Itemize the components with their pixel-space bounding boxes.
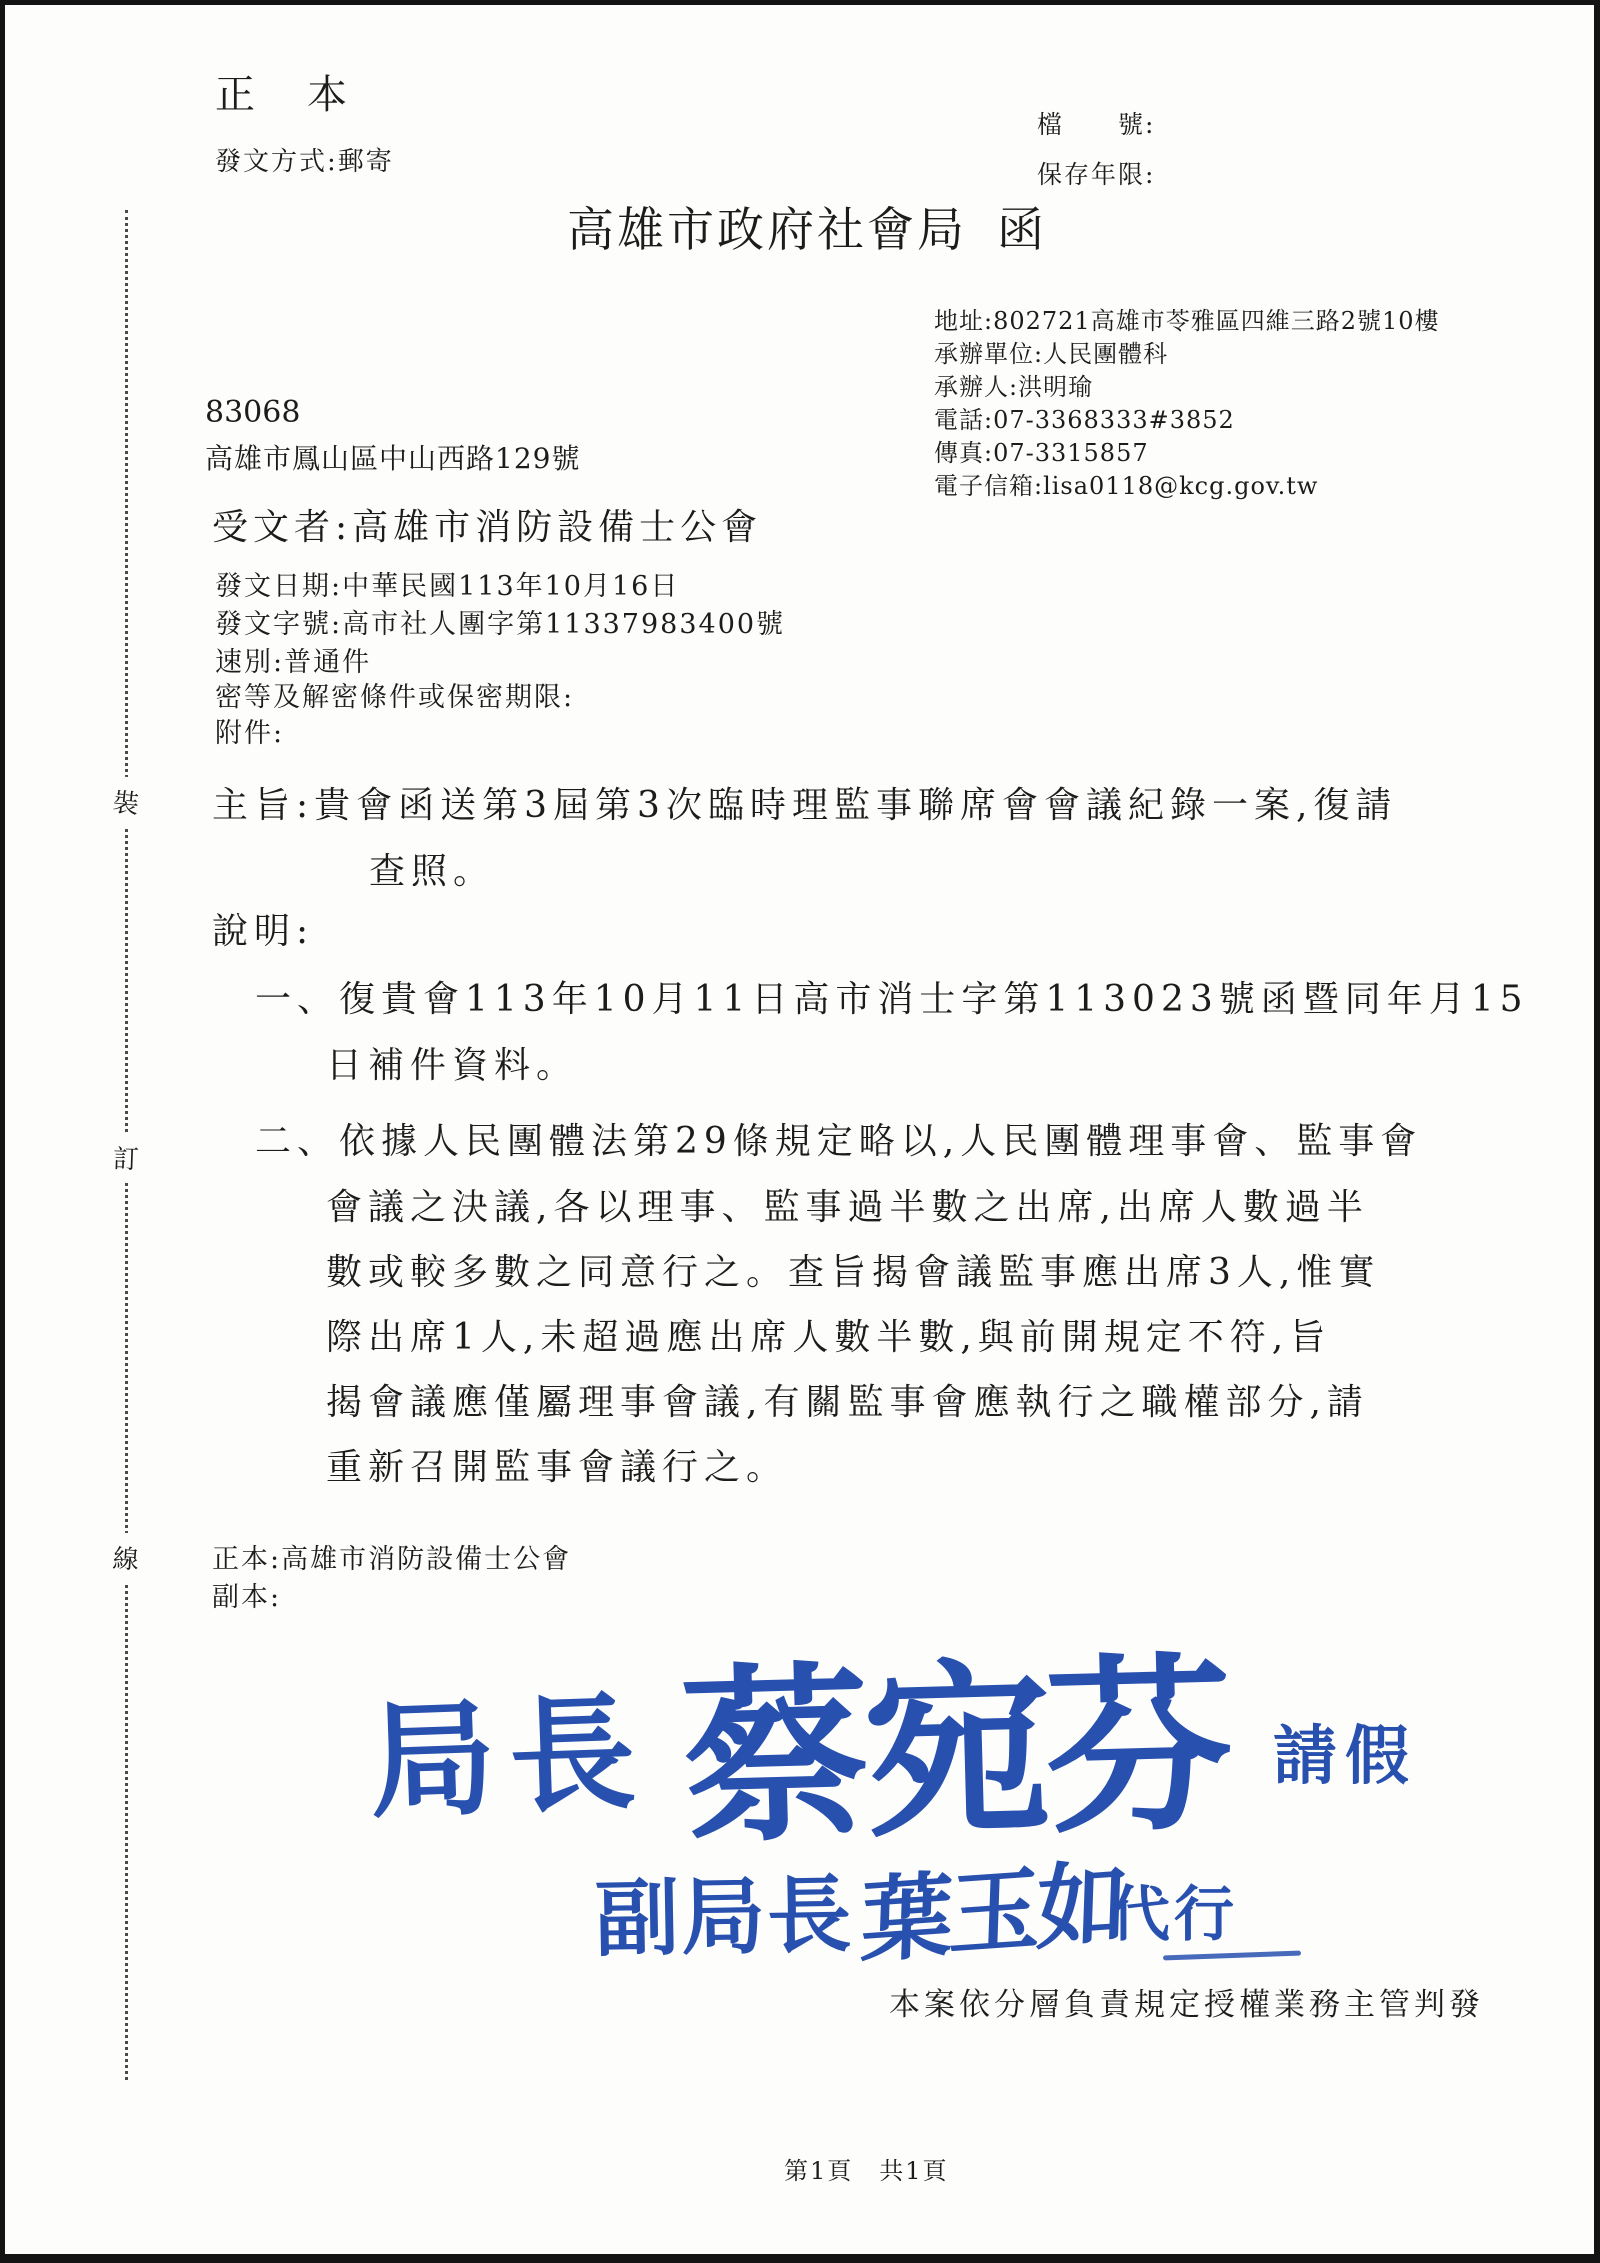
recipient-line: 受文者:高雄市消防設備士公會 (212, 507, 763, 548)
document-type: 函 (997, 203, 1047, 258)
explanation-item1-line2: 日補件資料。 (326, 1045, 579, 1086)
agency-unit: 承辦單位:人民團體科 (934, 340, 1169, 368)
attachment: 附件: (215, 718, 285, 749)
explanation-item2-line2: 會議之決議,各以理事、監事過半數之出席,出席人數過半 (326, 1187, 1369, 1228)
explanation-heading: 說明: (212, 911, 315, 952)
authorization-note: 本案依分層負責規定授權業務主管判發 (889, 1987, 1484, 2023)
distribution-copy: 副本: (212, 1582, 282, 1613)
director-title-stamp: 局長 (366, 1678, 652, 1836)
recipient-address: 高雄市鳳山區中山西路129號 (205, 442, 581, 475)
binding-label-ding: 訂 (107, 1132, 145, 1182)
copy-type-label: 正 本 (215, 72, 353, 118)
explanation-item2-line1: 二、依據人民團體法第29條規定略以,人民團體理事會、監事會 (255, 1121, 1423, 1162)
secrecy-level: 密等及解密條件或保密期限: (215, 682, 575, 713)
agency-person: 承辦人:洪明瑜 (934, 373, 1094, 401)
deputy-director-title-stamp: 副局長 (594, 1864, 854, 1969)
page-number: 第1頁 共1頁 (784, 2157, 949, 2185)
title-gap (967, 193, 997, 260)
issue-number: 發文字號:高市社人團字第11337983400號 (215, 609, 786, 640)
agency-address: 地址:802721高雄市苓雅區四維三路2號10樓 (934, 307, 1440, 335)
dispatch-method: 發文方式:郵寄 (215, 147, 394, 177)
explanation-item1-line1: 一、復貴會113年10月11日高市消士字第113023號函暨同年月15 (255, 979, 1529, 1020)
document-title (567, 193, 1047, 260)
retention-period-label: 保存年限: (1037, 160, 1156, 189)
subject-line-2: 查照。 (369, 851, 496, 892)
agency-phone: 電話:07-3368333#3852 (934, 406, 1235, 434)
priority: 速別:普通件 (215, 647, 372, 678)
file-number-label: 檔 號: (1037, 110, 1156, 139)
recipient-postal-code: 83068 (205, 395, 301, 430)
explanation-item2-line4: 際出席1人,未超過應出席人數半數,與前開規定不符,旨 (326, 1317, 1332, 1358)
deputy-director-status-stamp: 代行 (1110, 1880, 1238, 1950)
agency-fax: 傳真:07-3315857 (934, 439, 1149, 467)
agency-contact-block (934, 305, 1440, 503)
deputy-director-name-stamp: 葉玉如 (859, 1848, 1127, 1976)
binding-label-zhuang: 裝 (106, 775, 147, 827)
explanation-item2-line3: 數或較多數之同意行之。查旨揭會議監事應出席3人,惟實 (326, 1252, 1381, 1293)
issuing-agency: 高雄市政府社會局 (567, 203, 967, 258)
director-name-stamp: 蔡宛芬 (678, 1633, 1231, 1870)
explanation-item2-line6: 重新召開監事會議行之。 (326, 1447, 789, 1488)
explanation-item2-line5: 揭會議應僅屬理事會議,有關監事會應執行之職權部分,請 (326, 1382, 1369, 1423)
director-status-stamp: 請假 (1273, 1719, 1417, 1794)
agency-email: 電子信箱:lisa0118@kcg.gov.tw (934, 472, 1319, 500)
issue-date: 發文日期:中華民國113年10月16日 (215, 571, 680, 602)
binding-label-xian: 線 (106, 1532, 145, 1583)
subject-line-1: 主旨:貴會函送第3屆第3次臨時理監事聯席會會議紀錄一案,復請 (212, 785, 1398, 826)
distribution-original: 正本:高雄市消防設備士公會 (212, 1544, 572, 1575)
